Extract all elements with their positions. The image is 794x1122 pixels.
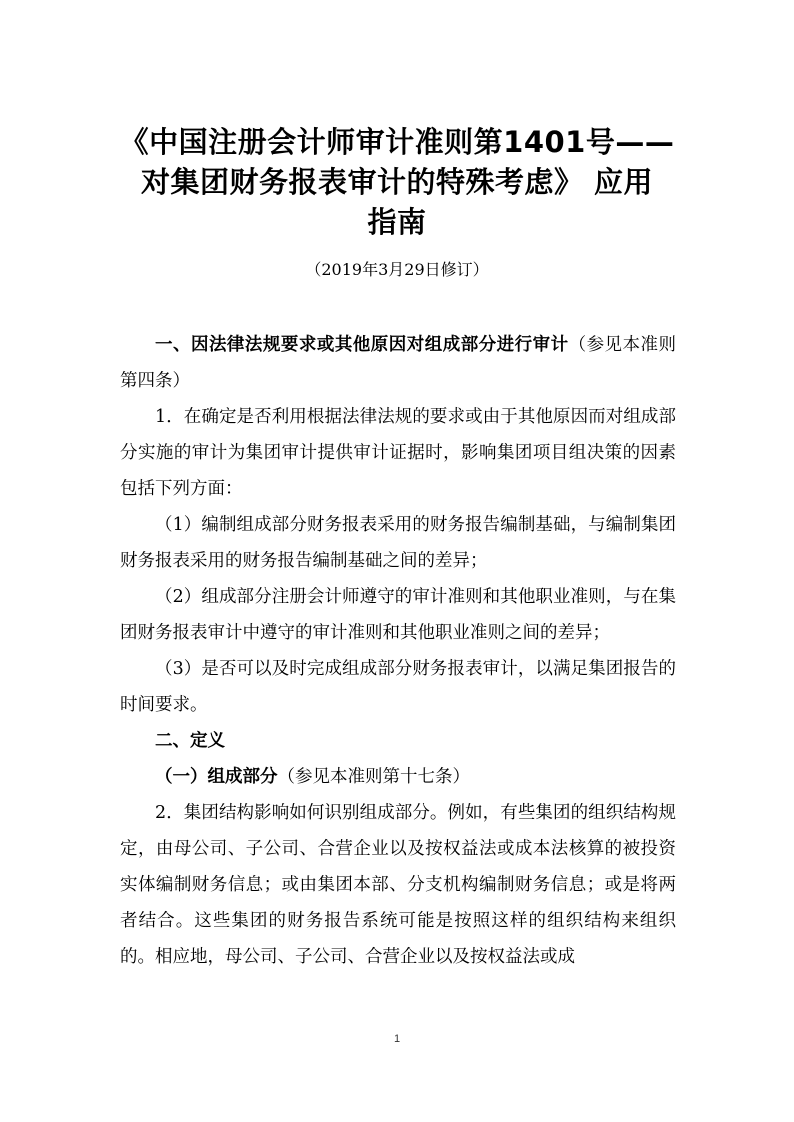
- list-item-1: （1）编制组成部分财务报表采用的财务报告编制基础，与编制集团财务报表采用的财务报告编制基础之间的差异；: [120, 515, 676, 571]
- section-1-title: 一、因法律法规要求或其他原因对组成部分进行审计: [155, 335, 569, 355]
- list-item-3: （3）是否可以及时完成组成部分财务报表审计，以满足集团报告的时间要求。: [120, 659, 676, 715]
- title-line-1: 《中国注册会计师审计准则第1401号——: [119, 125, 675, 159]
- title-line-2: 对集团财务报表审计的特殊考虑》 应用: [140, 165, 654, 199]
- title-line-3: 指南: [367, 205, 427, 239]
- subsection-1-reference: （参见本准则第十七条）: [277, 767, 470, 787]
- document-title: [100, 122, 694, 242]
- revision-note: （2019年3月29日修订）: [305, 260, 489, 279]
- page-number: 1: [393, 1033, 401, 1045]
- subsection-1-title: （一）组成部分: [155, 767, 278, 787]
- section-1-reference: （参见本准则第四条）: [120, 335, 677, 391]
- document-body: [120, 327, 676, 975]
- list-item-2: （2）组成部分注册会计师遵守的审计准则和其他职业准则，与在集团财务报表审计中遵守的审计准则和其他职业准则之间的差异；: [120, 587, 676, 643]
- section-2-heading: [120, 723, 676, 759]
- paragraph-2: 2．集团结构影响如何识别组成部分。例如，有些集团的组织结构规定，由母公司、子公司、合营企业以及按权益法或成本法核算的被投资实体编制财务信息；或由集团本部、分支机构编制财务信息；或是将两者结合。这些集团的财务报告系统可能是按照这样的组织结构来组织的。相应地，母公司、子公司、合营企业以及按权益法或成: [120, 803, 676, 967]
- section-1-heading: [120, 327, 676, 399]
- subsection-1-heading: [120, 759, 676, 795]
- section-2-title: 二、定义: [155, 731, 225, 751]
- paragraph-1: 1．在确定是否利用根据法律法规的要求或由于其他原因而对组成部分实施的审计为集团审计提供审计证据时，影响集团项目组决策的因素包括下列方面：: [120, 407, 676, 499]
